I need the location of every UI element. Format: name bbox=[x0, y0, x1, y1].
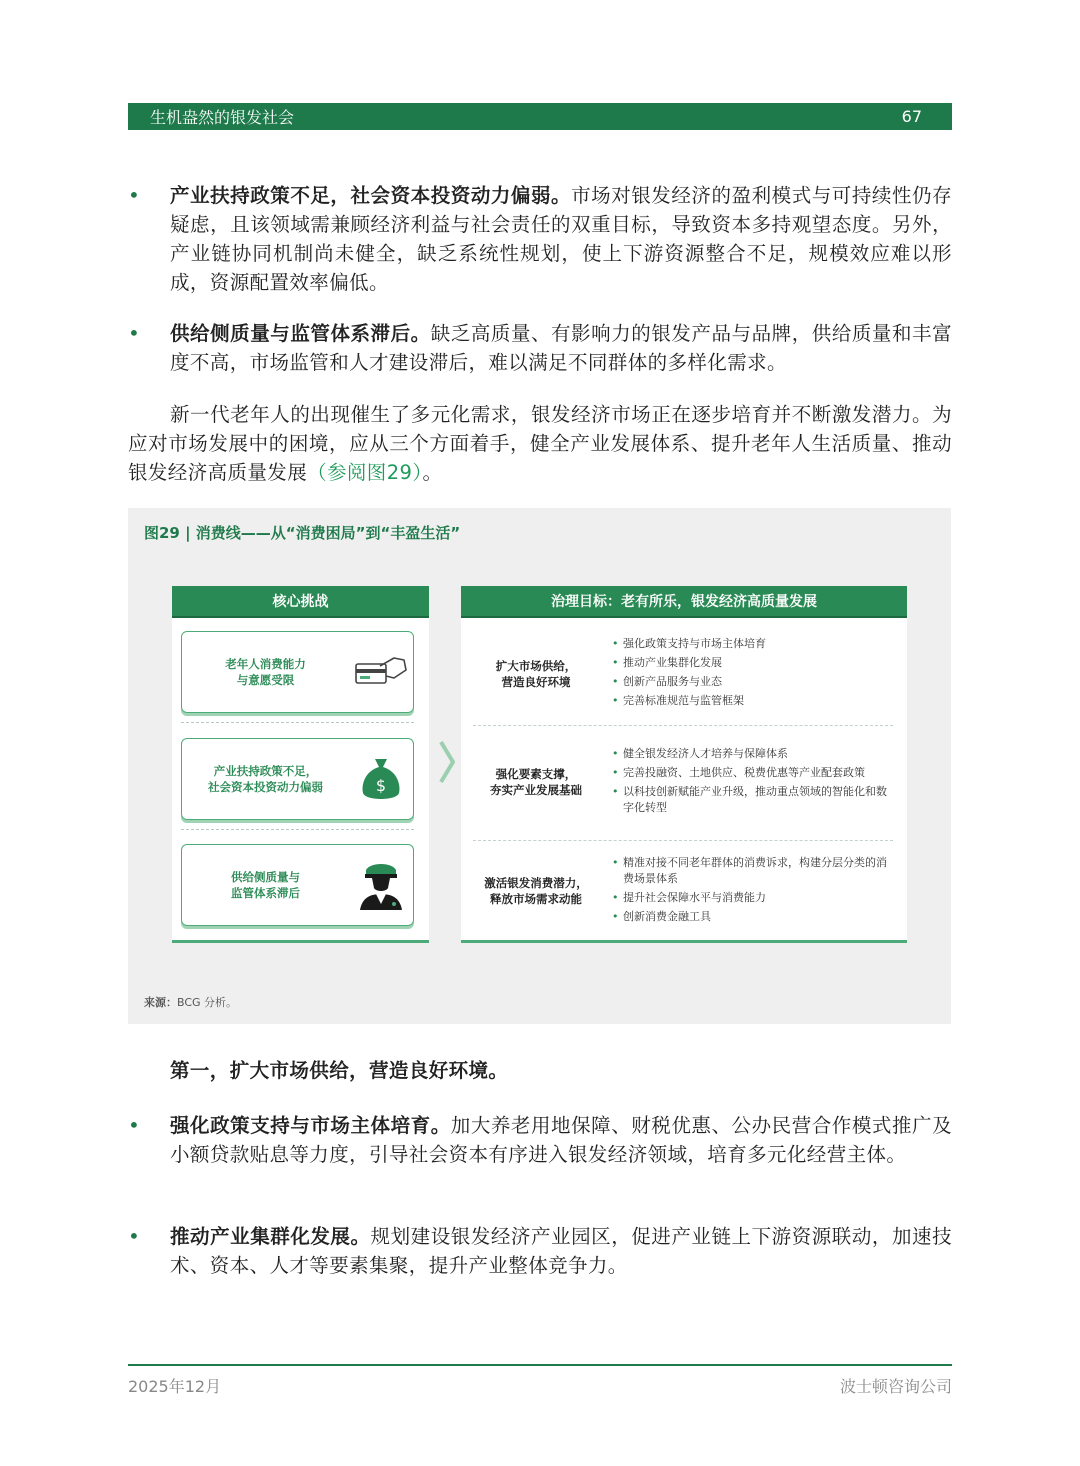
bullet-text: 加大养老用地保障、财税优惠、公办民营合作模式推广及小额贷款贴息等力度，引导社会资本有序进入银发经济领域，培育多元化经营主体。 bbox=[170, 1114, 952, 1166]
page-number: 67 bbox=[901, 107, 922, 126]
goal-item: • 以科技创新赋能产业升级，推动重点领域的智能化和数字化转型 bbox=[611, 784, 893, 816]
bullet-lead: 供给侧质量与监管体系滞后。 bbox=[170, 322, 431, 345]
divider bbox=[181, 829, 414, 830]
challenge-line: 老年人消费能力 bbox=[225, 657, 306, 671]
goal-item: • 完善标准规范与监管框架 bbox=[611, 693, 893, 709]
goal-title-line: 营造良好环境 bbox=[501, 675, 571, 689]
figure-29 bbox=[128, 508, 951, 1024]
bullet-lead: 产业扶持政策不足，社会资本投资动力偏弱。 bbox=[170, 184, 572, 207]
challenge-line: 监管体系滞后 bbox=[231, 886, 300, 900]
goal-title-line: 夯实产业发展基础 bbox=[490, 783, 582, 797]
footer-divider bbox=[128, 1364, 952, 1366]
money-bag-icon bbox=[349, 749, 413, 809]
challenge-card bbox=[181, 738, 414, 820]
goal-item: • 创新消费金融工具 bbox=[611, 909, 893, 925]
bullet-dot: • bbox=[128, 1113, 140, 1137]
chevron-right-icon bbox=[439, 740, 455, 784]
goal-item: • 精准对接不同老年群体的消费诉求，构建分层分类的消费场景体系 bbox=[611, 855, 893, 887]
goal-title-line: 强化要素支撑， bbox=[495, 767, 577, 781]
footer-date: 2025年12月 bbox=[128, 1377, 222, 1396]
bullet-text: 规划建设银发经济产业园区，促进产业链上下游资源联动，加速技术、资本、人才等要素集聚，提升产业整体竞争力。 bbox=[170, 1225, 952, 1277]
bullet-text: 缺乏高质量、有影响力的银发产品与品牌，供给质量和丰富度不高，市场监管和人才建设滞后，难以满足不同群体的多样化需求。 bbox=[170, 322, 952, 374]
goal-item: • 提升社会保障水平与消费能力 bbox=[611, 890, 893, 906]
goal-item: • 创新产品服务与业态 bbox=[611, 674, 893, 690]
figure-title: 图29 | 消费线——从“消费困局”到“丰盈生活” bbox=[144, 524, 461, 542]
challenge-line: 与意愿受限 bbox=[236, 673, 295, 687]
challenge-card bbox=[181, 844, 414, 926]
section-subheading: 第一，扩大市场供给，营造良好环境。 bbox=[170, 1059, 509, 1082]
challenge-card bbox=[181, 631, 414, 713]
bullet-dot: • bbox=[128, 1224, 140, 1248]
bullet-lead: 强化政策支持与市场主体培育。 bbox=[170, 1114, 451, 1137]
core-challenges-panel bbox=[172, 586, 429, 943]
right-panel-header: 治理目标：老有所乐，银发经济高质量发展 bbox=[461, 586, 907, 618]
divider bbox=[473, 840, 893, 841]
bullet-dot: • bbox=[128, 183, 140, 207]
credit-card-hand-icon bbox=[349, 642, 413, 702]
paragraph-end: 。 bbox=[422, 461, 443, 484]
figure-source bbox=[144, 994, 237, 1010]
goal-row bbox=[461, 734, 907, 830]
bullet-item bbox=[128, 319, 952, 377]
goal-title-line: 激活银发消费潜力， bbox=[484, 876, 588, 890]
goal-row bbox=[461, 850, 907, 932]
running-header bbox=[128, 103, 952, 130]
challenge-line: 产业扶持政策不足， bbox=[213, 764, 318, 778]
bullet-dot: • bbox=[128, 321, 140, 345]
goal-list bbox=[611, 746, 907, 819]
goal-item: • 健全银发经济人才培养与保障体系 bbox=[611, 746, 893, 762]
divider bbox=[181, 722, 414, 723]
bullet-lead: 推动产业集群化发展。 bbox=[170, 1225, 371, 1248]
footer-company: 波士顿咨询公司 bbox=[839, 1377, 952, 1396]
left-panel-header: 核心挑战 bbox=[172, 586, 429, 618]
challenge-line: 供给侧质量与 bbox=[231, 870, 300, 884]
bullet-text: 市场对银发经济的盈利模式与可持续性仍存疑虑，且该领域需兼顾经济利益与社会责任的双重目标，导致资本多持观望态度。另外，产业链协同机制尚未健全，缺乏系统性规划，使上下游资源整合不足，规模效应难以形成，资源配置效率偏低。 bbox=[170, 184, 952, 294]
bullet-item bbox=[128, 181, 952, 297]
goal-row bbox=[461, 632, 907, 716]
figure-reference-link[interactable]: （参阅图29） bbox=[307, 461, 423, 484]
inspector-icon bbox=[349, 855, 413, 915]
source-text: BCG 分析。 bbox=[177, 996, 238, 1009]
bullet-item bbox=[128, 1222, 952, 1280]
goal-list bbox=[611, 636, 907, 712]
challenge-line: 社会资本投资动力偏弱 bbox=[208, 780, 323, 794]
goal-item: • 推动产业集群化发展 bbox=[611, 655, 893, 671]
goal-list bbox=[611, 855, 907, 928]
paragraph-text: 新一代老年人的出现催生了多元化需求，银发经济市场正在逐步培育并不断激发潜力。为应对市场发展中的困境，应从三个方面着手，健全产业发展体系、提升老年人生活质量、推动银发经济高质量发展 bbox=[128, 403, 952, 484]
goal-item: • 强化政策支持与市场主体培育 bbox=[611, 636, 893, 652]
governance-goals-panel bbox=[461, 586, 907, 943]
goal-item: • 完善投融资、土地供应、税费优惠等产业配套政策 bbox=[611, 765, 893, 781]
body-paragraph bbox=[128, 400, 952, 487]
source-label: 来源： bbox=[144, 996, 177, 1009]
divider bbox=[473, 725, 893, 726]
goal-title-line: 扩大市场供给， bbox=[495, 659, 577, 673]
bullet-item bbox=[128, 1111, 952, 1169]
goal-title-line: 释放市场需求动能 bbox=[490, 892, 582, 906]
header-title: 生机盎然的银发社会 bbox=[150, 108, 295, 127]
svg-text:$: $ bbox=[375, 776, 387, 795]
